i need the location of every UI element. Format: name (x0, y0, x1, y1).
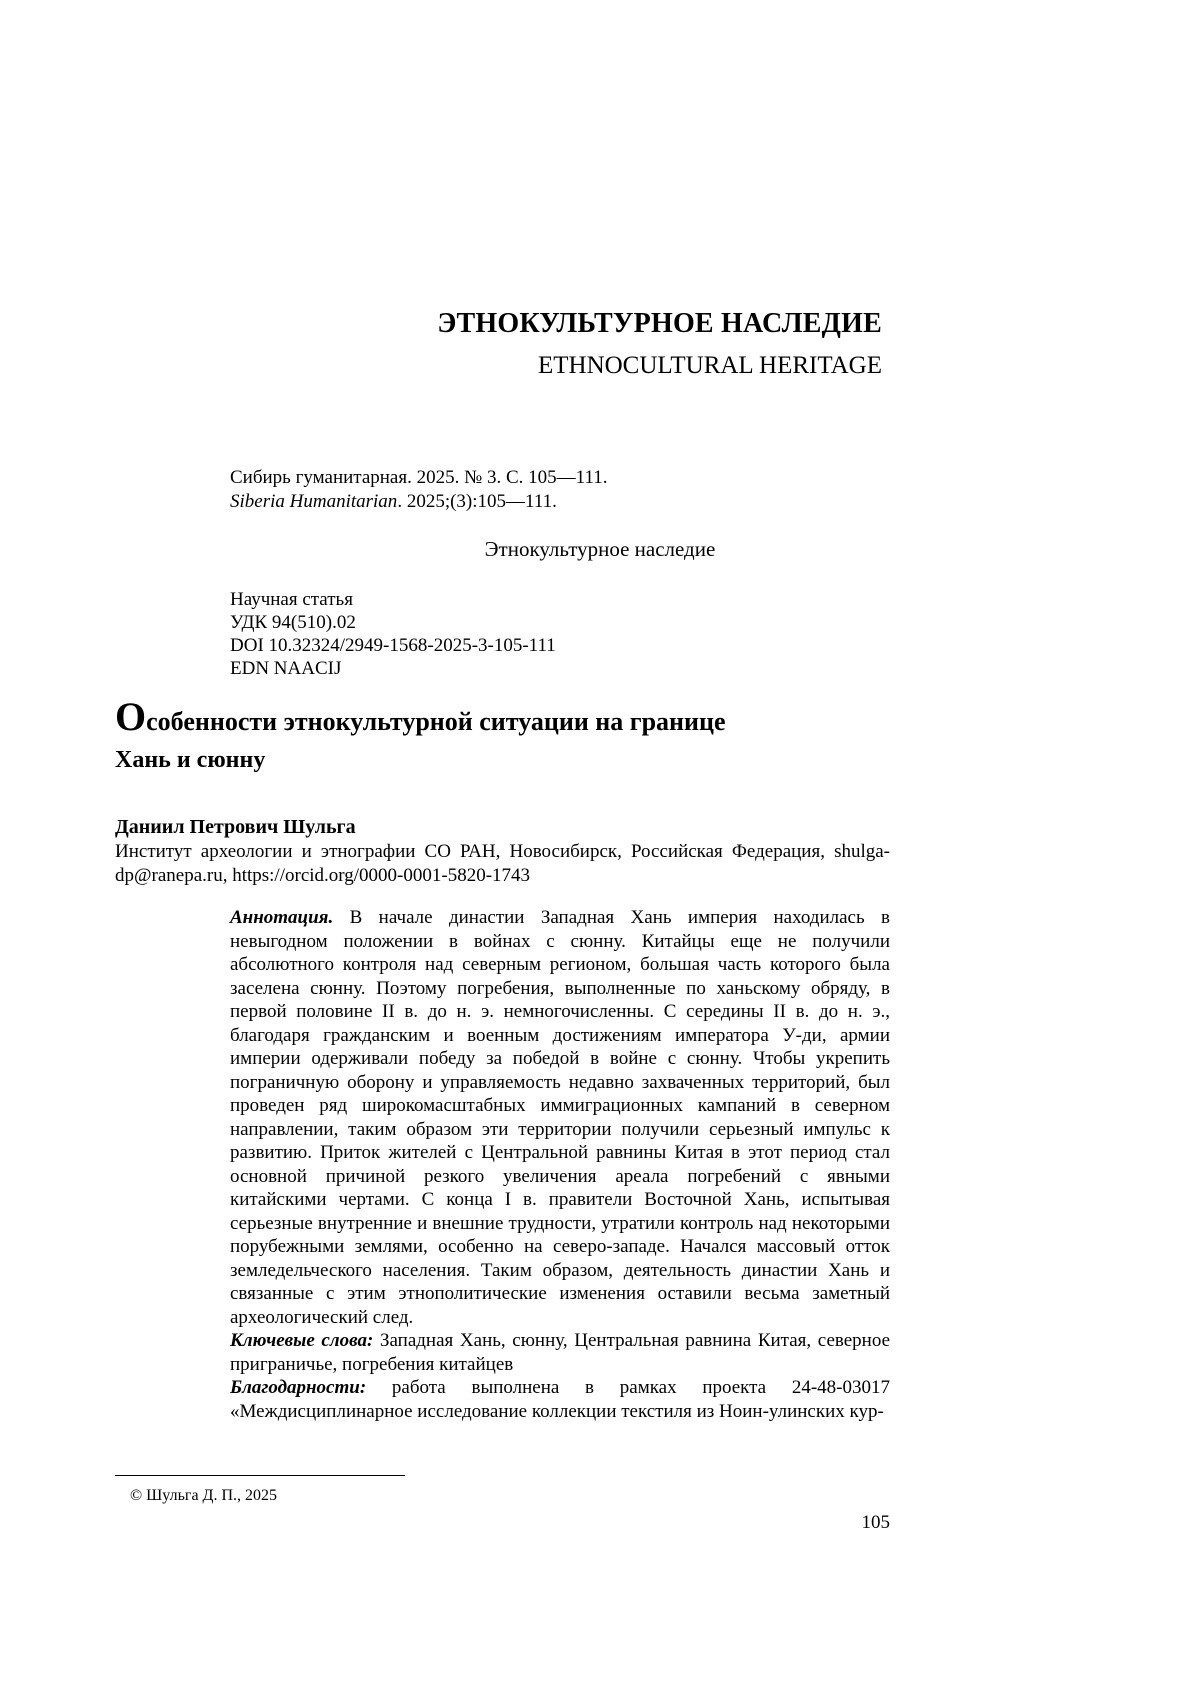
acknowledgements (230, 1376, 890, 1423)
citation-ru: Сибирь гуманитарная. 2025. № 3. С. 105—111. (230, 467, 608, 488)
keywords (230, 1329, 890, 1376)
rubric: Этнокультурное наследие (484, 537, 716, 561)
title-line-2: Хань и сюнну (115, 747, 266, 773)
abstract-label: Аннотация. (230, 907, 334, 928)
acknowledgements-label: Благодарности: (230, 1377, 367, 1398)
keywords-text: Западная Хань, сюнну, Центральная равнина Китая, северное приграничье, погребения китайцев (230, 1330, 891, 1375)
title-line-1: собенности этнокультурной ситуации на границе (146, 707, 726, 736)
abstract-text: В начале династии Западная Хань империя находилась в невыгодном положении в войнах с сюнну. Китайцы еще не получили абсолютного контроля над северным регионом, большая часть которого была заселена сюнну. Поэтому погребения, выполненные по ханьскому обряду, в первой половине II в. до н. э. немногочисленны. С середины II в. до н. э., благодаря гражданским и военным достижениям императора У-ди, армии империи одерживали победу за победой в войне с сюнну. Чтобы укрепить пограничную оборону и управляемость недавно захваченных территорий, был проведен ряд широкомасштабных иммиграционных кампаний в северном направлении, таким образом эти территории получили серьезный импульс к развитию. Приток жителей с Центральной равнины Китая в этот период стал основной причиной резкого увеличения ареала погребений с явными китайскими чертами. С конца I в. правители Восточной Хань, испытывая серьезные внутренние и внешние трудности, утратили контроль над некоторыми порубежными землями, особенно на северо-западе. Начался массовый отток земледельческого населения. Таким образом, деятельность династии Хань и связанные с этим этнополитические изменения оставили весьма заметный археологический след. (230, 907, 891, 1328)
article-type: Научная статья (230, 589, 353, 610)
keywords-label: Ключевые слова: (230, 1330, 374, 1351)
acknowledgements-text: работа выполнена в рамках проекта 24-48-03017 «Междисциплинарное исследование коллекции текстиля из Ноин-улинских кур- (230, 1377, 891, 1422)
footnote-divider (115, 1475, 405, 1476)
udc: УДК 94(510).02 (230, 612, 356, 633)
author-affiliation: Институт археологии и этнографии СО РАН, Новосибирск, Российская Федерация, shulga-dp@ranepa.ru, https://orcid.org/0000-0001-5820-1743 (115, 841, 890, 886)
citation-en-details: . 2025;(3):105—111. (397, 491, 557, 512)
page-number: 105 (861, 1512, 890, 1533)
title-initial: О (115, 694, 147, 739)
article-meta (230, 588, 556, 680)
abstract-block (230, 906, 890, 1423)
citation-block (230, 466, 608, 514)
doi: DOI 10.32324/2949-1568-2025-3-105-111 (230, 635, 556, 656)
abstract (230, 906, 890, 1329)
edn: EDN NAACIJ (230, 658, 342, 679)
author-name: Даниил Петрович Шульга (115, 816, 356, 838)
article-title (115, 694, 915, 775)
citation-en-journal: Siberia Humanitarian (230, 491, 398, 512)
copyright-note: © Шульга Д. П., 2025 (130, 1487, 278, 1504)
citation-en (230, 490, 608, 514)
section-title-ru: ЭТНОКУЛЬТУРНОЕ НАСЛЕДИЕ (437, 308, 882, 339)
section-title-en: ETHNOCULTURAL HERITAGE (537, 352, 882, 379)
